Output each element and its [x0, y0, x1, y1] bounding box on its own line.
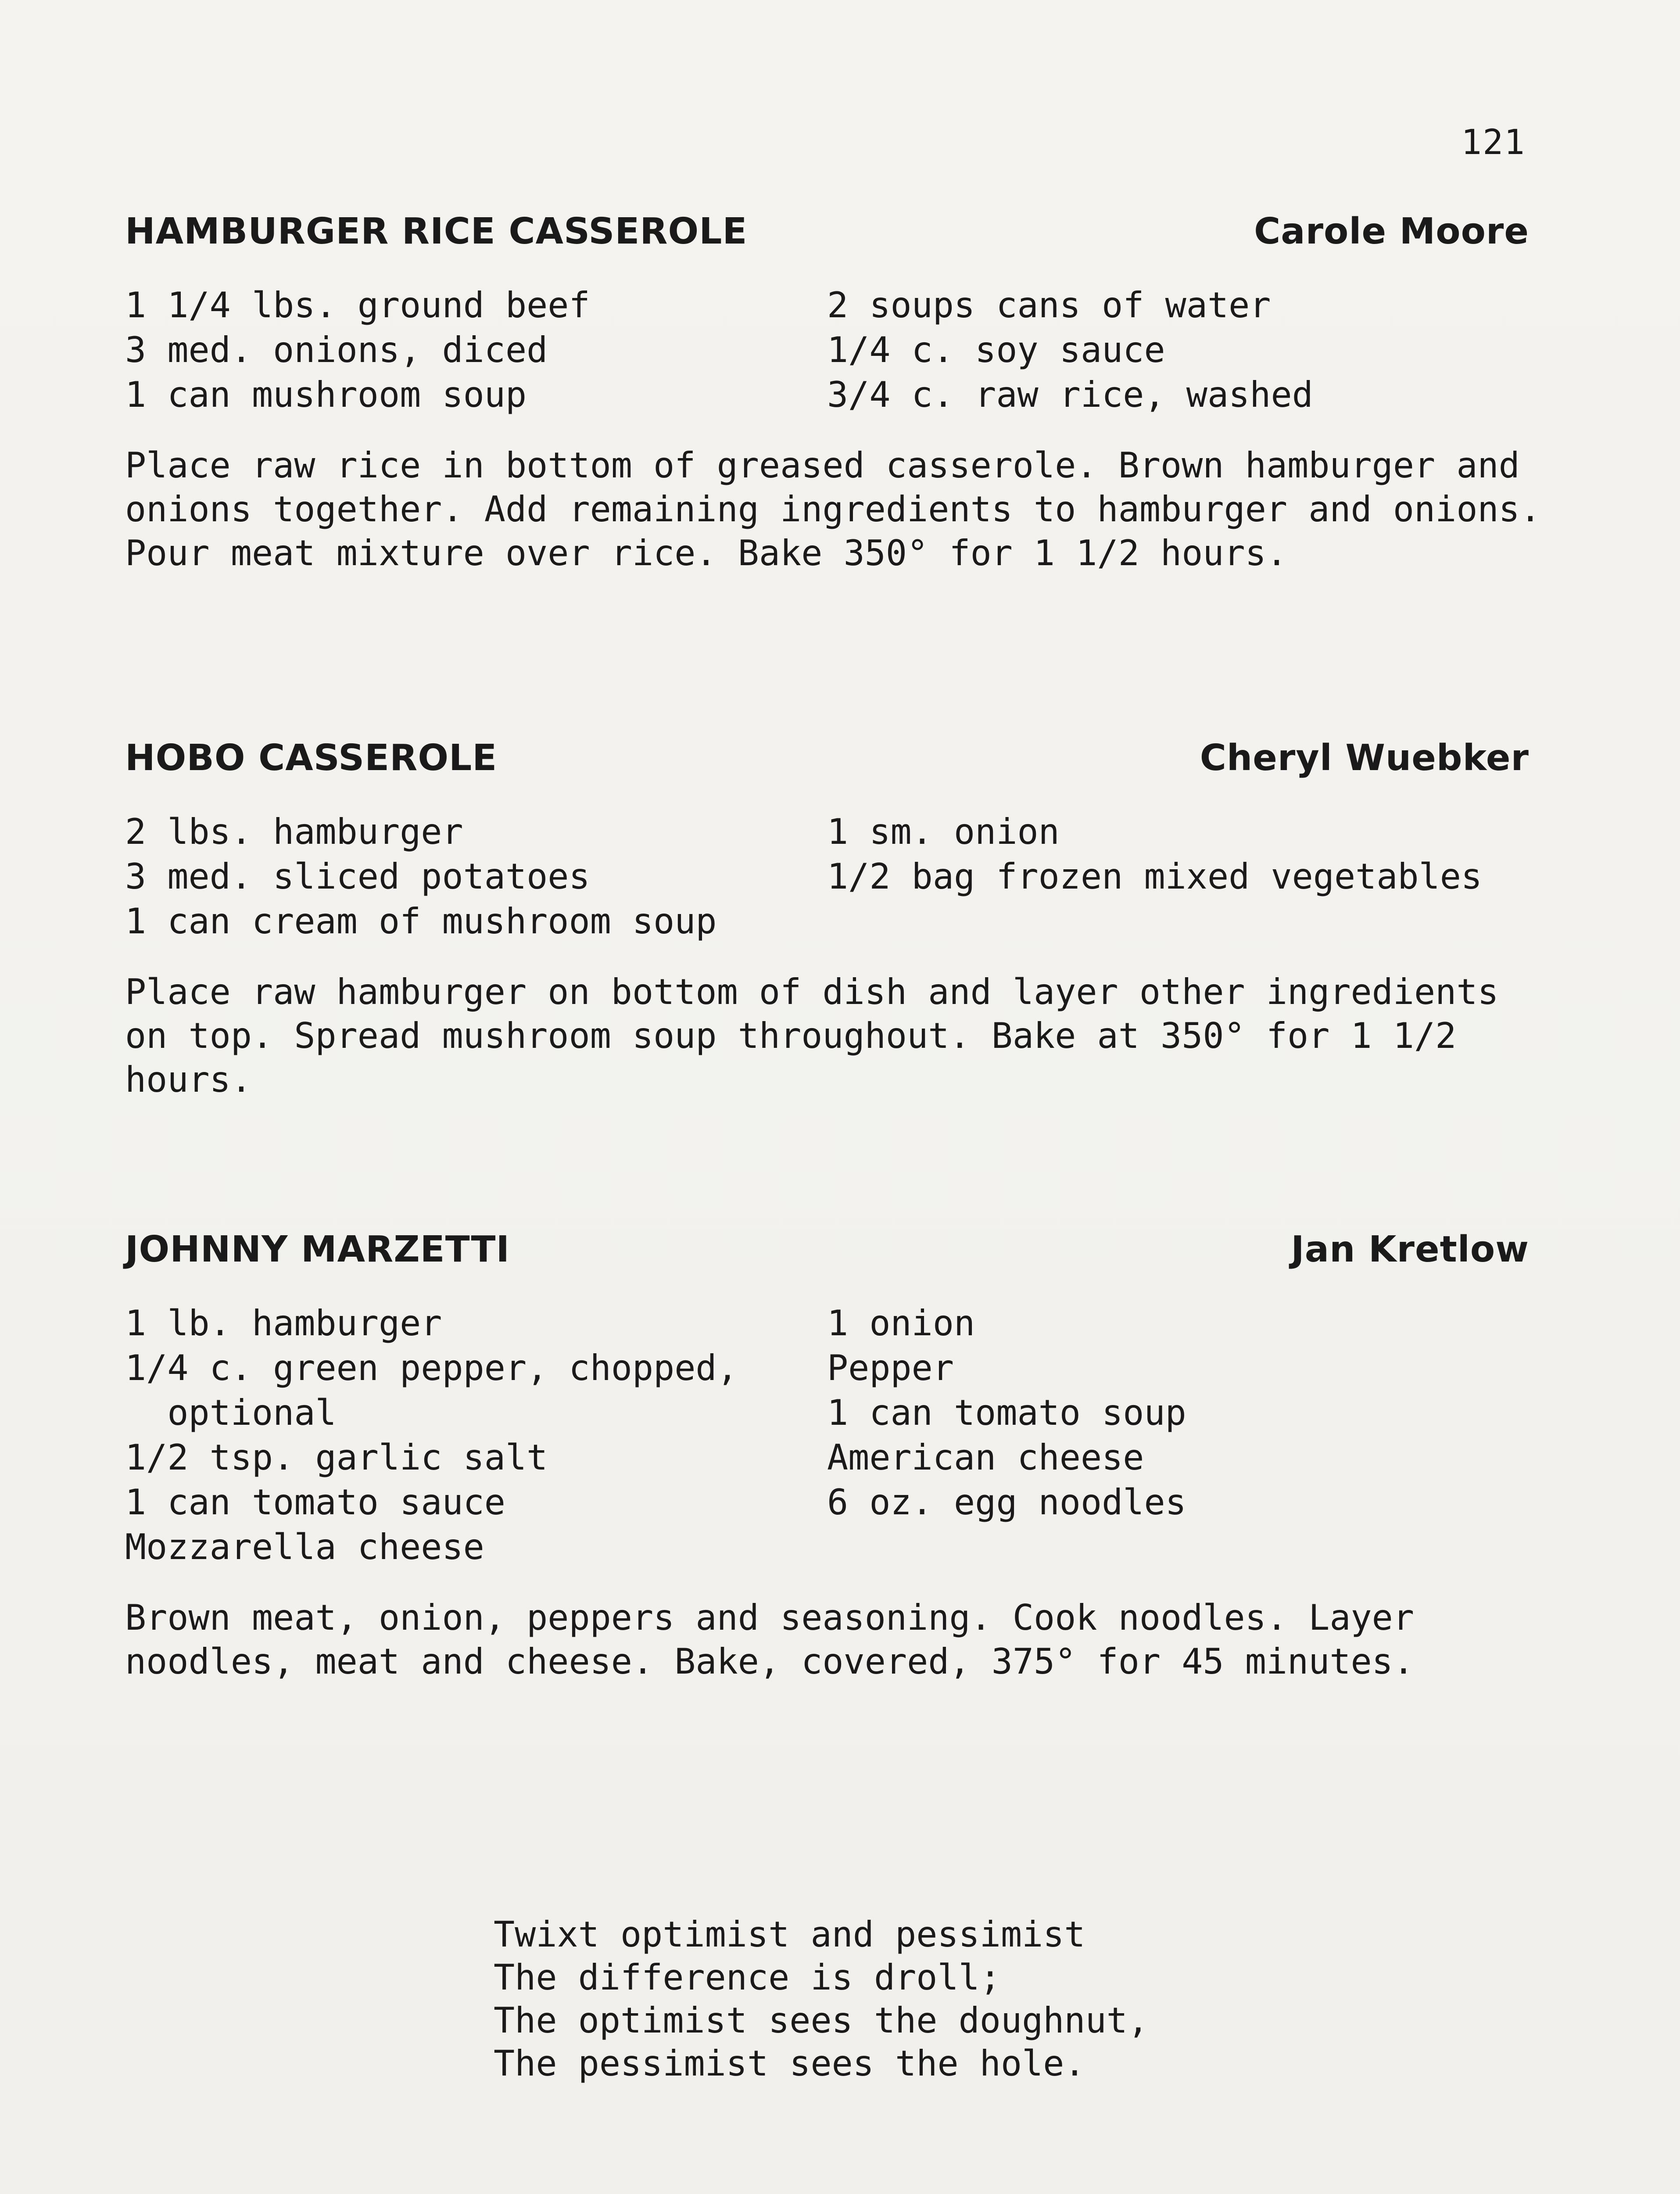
- ingredient: Pepper: [827, 1348, 954, 1388]
- ingredients-column-right: [827, 1301, 1529, 1570]
- recipe-header: [125, 737, 1529, 779]
- ingredient: Mozzarella cheese: [125, 1527, 484, 1567]
- poem-line: The difference is droll;: [494, 1957, 1001, 1998]
- ingredient: 1 can tomato soup: [827, 1392, 1186, 1433]
- ingredient: 1 sm. onion: [827, 811, 1060, 852]
- ingredients-list: [125, 283, 1529, 417]
- recipe-johnny-marzetti: [125, 1229, 1529, 1684]
- ingredient: optional: [125, 1392, 337, 1433]
- recipe-author: Cheryl Wuebker: [1200, 737, 1529, 779]
- ingredients-column-right: [827, 283, 1529, 417]
- recipe-title: JOHNNY MARZETTI: [125, 1229, 510, 1270]
- ingredient: 1 can tomato sauce: [125, 1482, 505, 1523]
- recipe-title: HAMBURGER RICE CASSEROLE: [125, 211, 748, 252]
- recipe-directions: Place raw rice in bottom of greased casserole. Brown hamburger and onions together. Add remaining ingredients to hamburger and onions. Pour meat mixture over rice. Bake 350° for 1 1/2 hours.: [125, 445, 1541, 574]
- ingredients-column-right: [827, 810, 1529, 944]
- recipe-author: Jan Kretlow: [1291, 1229, 1529, 1270]
- recipe-hobo-casserole: [125, 737, 1529, 1102]
- ingredient: 2 soups cans of water: [827, 285, 1271, 326]
- poem-line: The optimist sees the doughnut,: [494, 2000, 1149, 2041]
- ingredient: 1 can cream of mushroom soup: [125, 901, 717, 942]
- recipe-title: HOBO CASSEROLE: [125, 737, 498, 779]
- ingredients-list: [125, 1301, 1529, 1570]
- ingredients-column-left: [125, 283, 827, 417]
- recipe-hamburger-rice-casserole: [125, 211, 1541, 575]
- ingredients-column-left: [125, 1301, 827, 1570]
- page-number: 121: [1461, 123, 1526, 162]
- ingredient: 1/4 c. soy sauce: [827, 330, 1165, 370]
- ingredient: 1 lb. hamburger: [125, 1303, 442, 1344]
- poem-line: Twixt optimist and pessimist: [494, 1914, 1085, 1955]
- recipe-directions: Place raw hamburger on bottom of dish and layer other ingredients on top. Spread mushroom soup throughout. Bake at 350° for 1 1/2 hours.: [125, 972, 1499, 1100]
- ingredient: 1 can mushroom soup: [125, 374, 527, 415]
- ingredient: 1 1/4 lbs. ground beef: [125, 285, 590, 326]
- ingredient: 1/2 bag frozen mixed vegetables: [827, 856, 1483, 897]
- recipe-directions: Brown meat, onion, peppers and seasoning. Cook noodles. Layer noodles, meat and cheese. Bake, covered, 375° for 45 minutes.: [125, 1597, 1415, 1682]
- recipe-author: Carole Moore: [1254, 211, 1529, 252]
- ingredient: 1 onion: [827, 1303, 975, 1344]
- ingredients-column-left: [125, 810, 827, 944]
- ingredient: American cheese: [827, 1437, 1144, 1478]
- ingredient: 6 oz. egg noodles: [827, 1482, 1186, 1523]
- ingredients-list: [125, 810, 1529, 944]
- ingredient: 3 med. sliced potatoes: [125, 856, 590, 897]
- poem-line: The pessimist sees the hole.: [494, 2043, 1085, 2084]
- ingredient: 3 med. onions, diced: [125, 330, 548, 370]
- recipe-header: [125, 1229, 1529, 1270]
- recipe-header: [125, 211, 1529, 252]
- ingredient: 1/2 tsp. garlic salt: [125, 1437, 548, 1478]
- ingredient: 3/4 c. raw rice, washed: [827, 374, 1313, 415]
- poem: [494, 1913, 1149, 2085]
- ingredient: 1/4 c. green pepper, chopped,: [125, 1348, 738, 1388]
- ingredient: 2 lbs. hamburger: [125, 811, 463, 852]
